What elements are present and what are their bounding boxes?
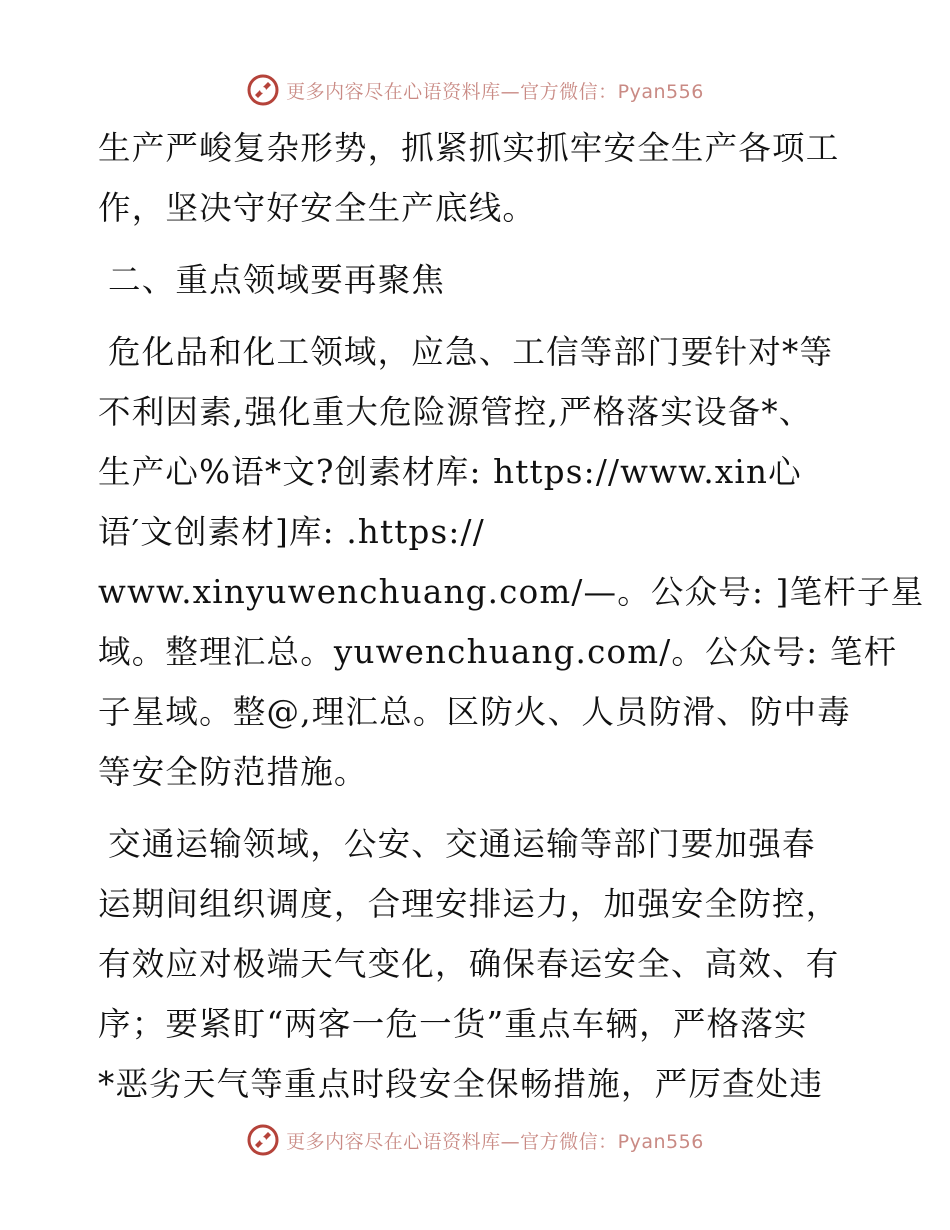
header-watermark xyxy=(0,70,950,110)
body-line: 等安全防范措施。 xyxy=(98,753,368,791)
body-line: 不利因素,强化重大危险源管控,严格落实设备*、 xyxy=(98,393,813,431)
watermark-logo-icon xyxy=(246,73,280,107)
body-line: 作，坚决守好安全生产底线。 xyxy=(98,189,537,227)
body-line: 交通运输领域，公安、交通运输等部门要加强春 xyxy=(108,825,816,863)
body-line: 序；要紧盯“两客一危一货”重点车辆，严格落实 xyxy=(98,1005,808,1043)
body-line: www.xinyuwenchuang.com/—。公众号: ]笔杆子星 xyxy=(98,573,925,611)
body-line: 危化品和化工领域，应急、工信等部门要针对*等 xyxy=(108,333,834,371)
body-line: 域。整理汇总。yuwenchuang.com/。公众号: 笔杆 xyxy=(98,633,898,671)
body-line: *恶劣天气等重点时段安全保畅措施，严厉查处违 xyxy=(98,1065,824,1103)
body-line: 子星域。整@,理汇总。区防火、人员防滑、防中毒 xyxy=(98,693,851,731)
body-line: 生产心%语*文?创素材库: https://www.xin心 xyxy=(98,453,802,491)
section-heading: 二、重点领域要再聚焦 xyxy=(108,261,446,299)
watermark-logo-icon xyxy=(246,1123,280,1157)
body-line: 生产严峻复杂形势，抓紧抓实抓牢安全生产各项工 xyxy=(98,129,840,167)
body-line: 运期间组织调度，合理安排运力，加强安全防控， xyxy=(98,885,840,923)
footer-watermark xyxy=(0,1120,950,1160)
watermark-text: 更多内容尽在心语资料库—官方微信：Pyan556 xyxy=(286,1130,704,1153)
watermark-text: 更多内容尽在心语资料库—官方微信：Pyan556 xyxy=(286,80,704,103)
document-body xyxy=(98,118,925,1114)
body-line: 有效应对极端天气变化，确保春运安全、高效、有 xyxy=(98,945,840,983)
body-line: 语′文创素材]库: .https:// xyxy=(98,513,485,551)
